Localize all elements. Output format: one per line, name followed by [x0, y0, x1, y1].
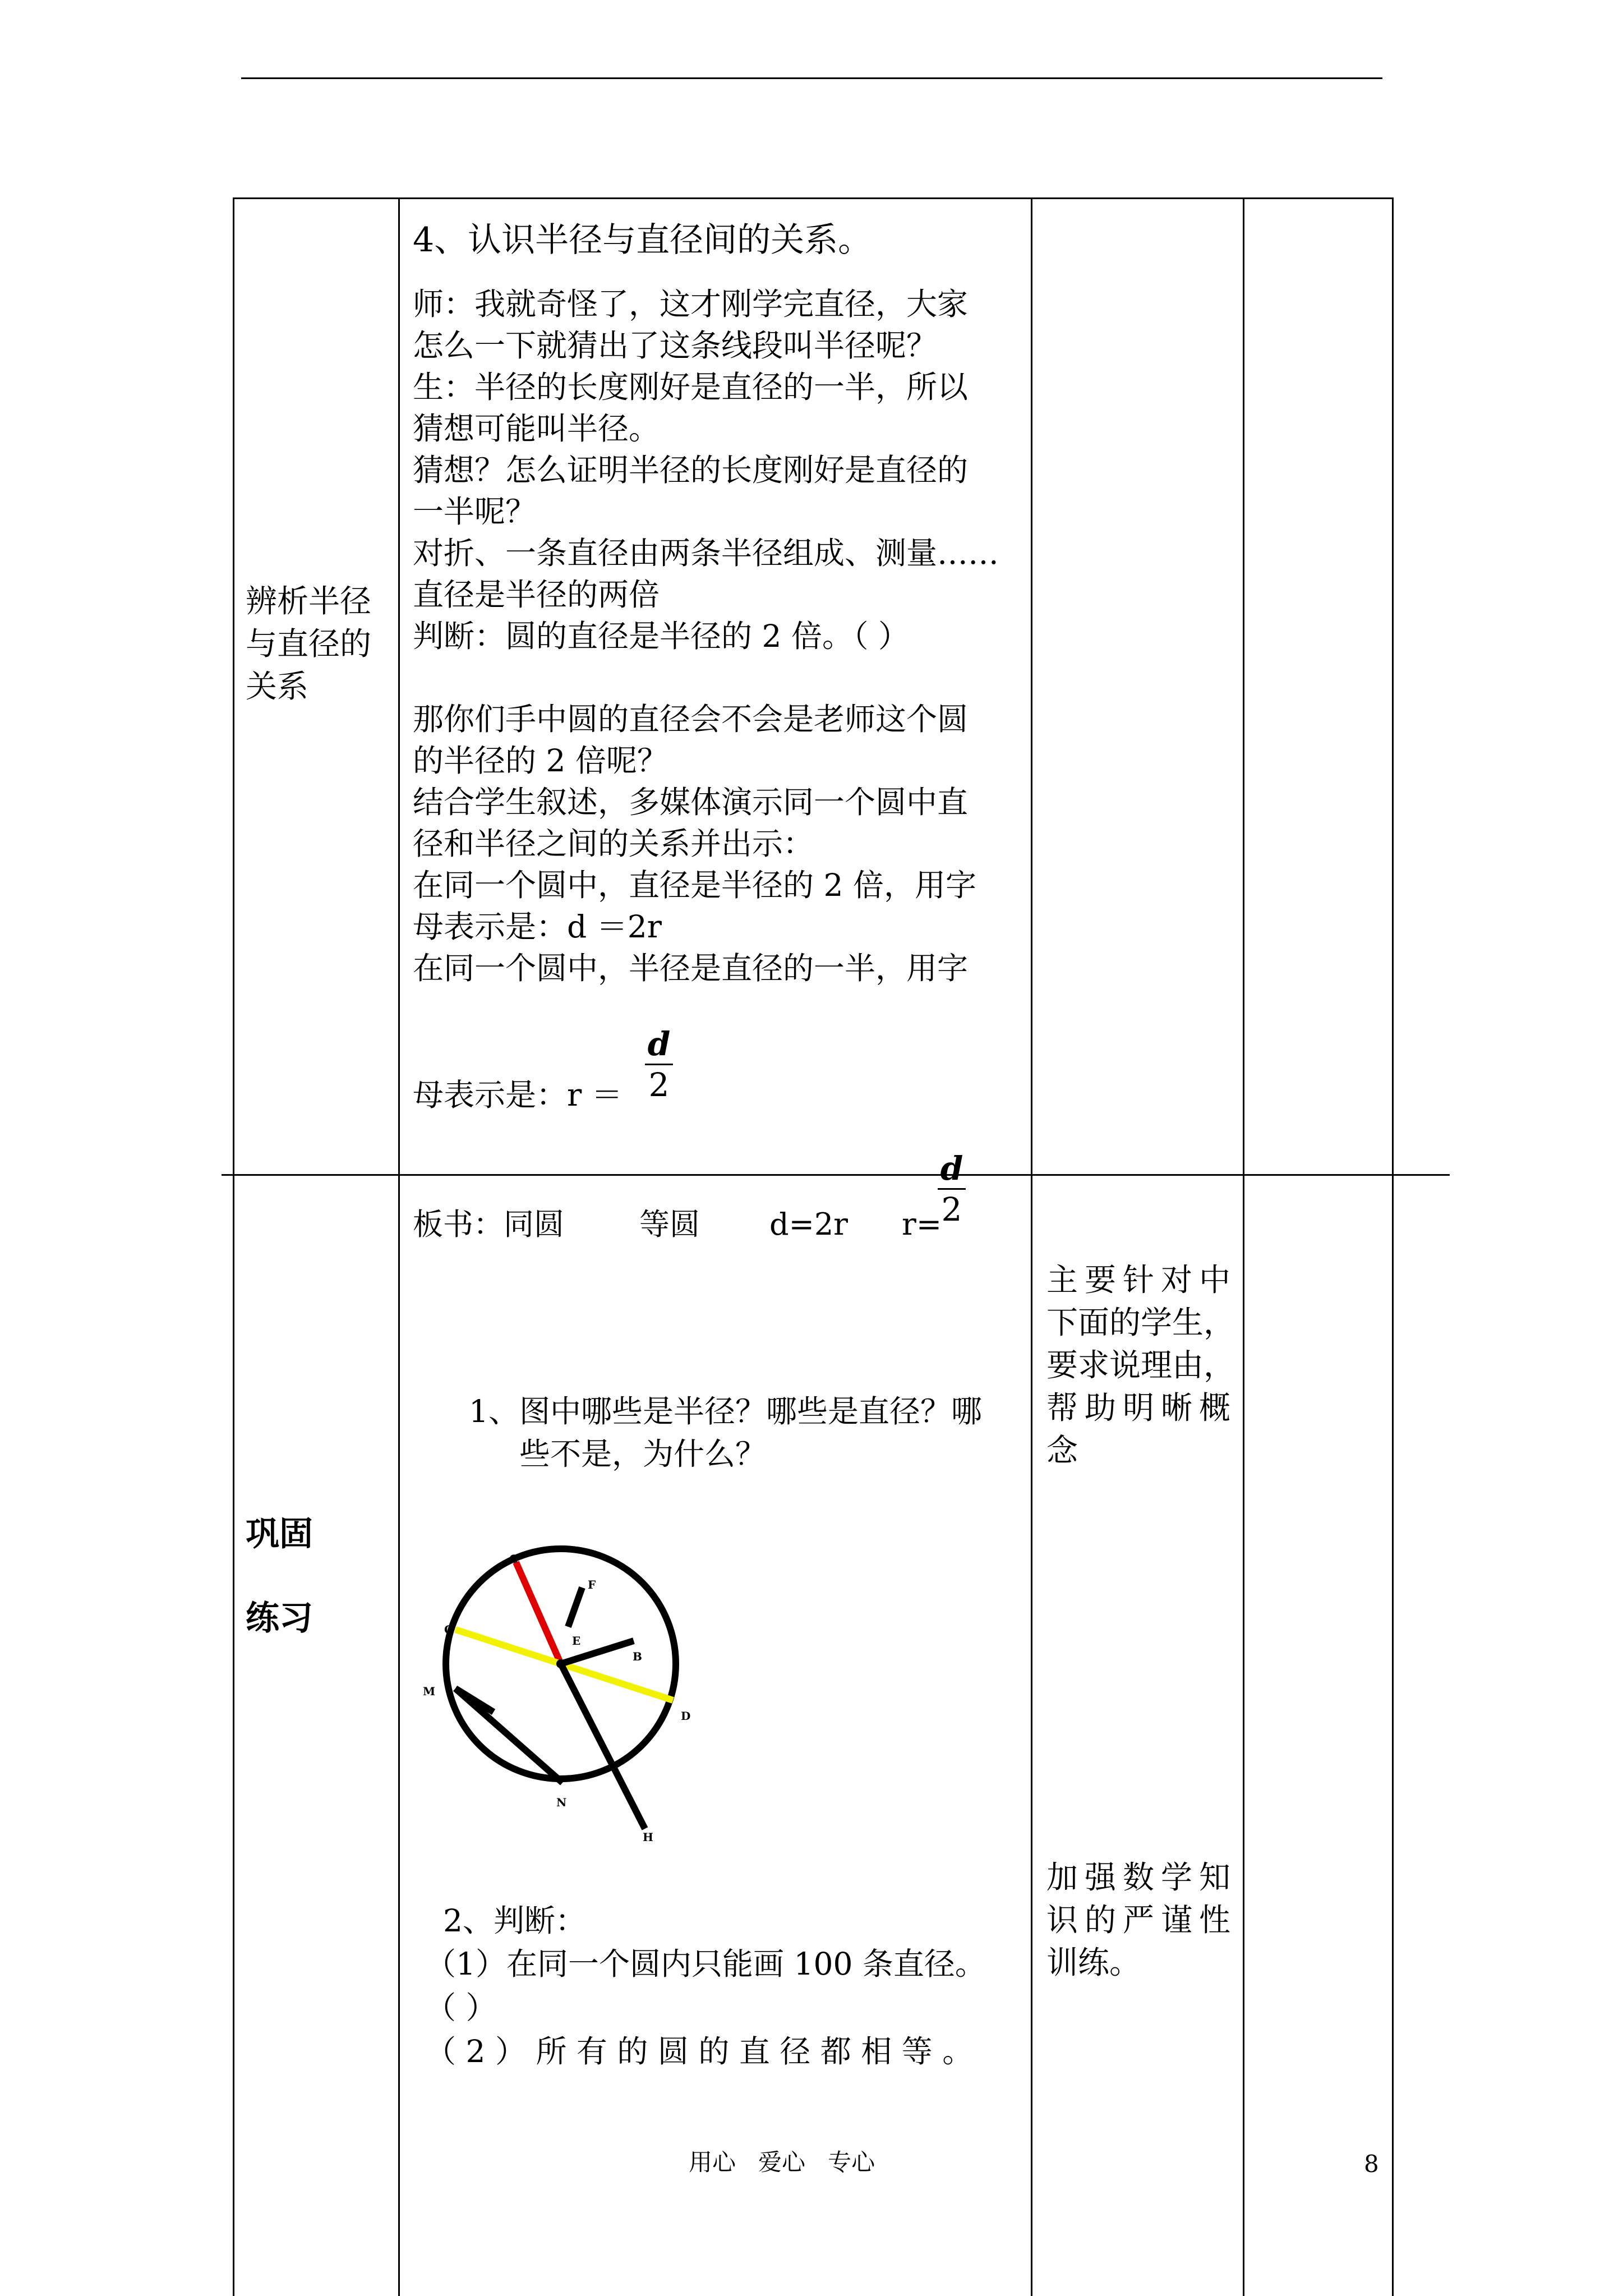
board-fraction	[938, 1151, 966, 1227]
formula-r-fraction	[645, 1027, 673, 1102]
body-line: 师：我就奇怪了，这才刚学完直径，大家	[413, 286, 969, 322]
body-line: 径和半径之间的关系并出示：	[413, 826, 814, 862]
point-label: D	[681, 1709, 691, 1723]
body-line: 猜想？怎么证明半径的长度刚好是直径的	[413, 452, 969, 488]
fraction-numerator: d	[940, 1149, 963, 1188]
fraction-denominator: 2	[941, 1190, 962, 1228]
body-line: 猜想可能叫半径。	[413, 411, 660, 447]
table-row-divider	[222, 1174, 1450, 1176]
section1-heading: 4、认识半径与直径间的关系。	[413, 220, 872, 260]
segment-short-ef	[568, 1588, 582, 1627]
note-1-line: 主要针对中	[1046, 1262, 1237, 1299]
section2-label-line: 巩固	[246, 1515, 313, 1554]
point-label: E	[572, 1634, 581, 1648]
board-item-d: d=2r	[769, 1207, 848, 1242]
point-label: M	[423, 1685, 436, 1698]
table-col-border-3	[1031, 197, 1032, 2296]
question-2-line: （ 2 ） 所 有 的 圆 的 直 径 都 相 等 。	[425, 2033, 974, 2069]
header-rule	[241, 77, 1382, 79]
note-2	[1046, 1857, 1237, 1985]
point-label: G	[444, 1623, 454, 1636]
circle-figure	[409, 1537, 723, 1851]
body-line: 母表示是：d ＝2r	[413, 909, 662, 945]
point-label: C	[509, 1552, 518, 1566]
question-1	[469, 1390, 982, 1475]
note-1-line: 念	[1046, 1433, 1078, 1469]
footer-motto: 用心 爱心 专心	[689, 2148, 875, 2176]
question-1-line: 1、图中哪些是半径？哪些是直径？哪	[469, 1393, 982, 1429]
note-2-line: 加强数学知	[1046, 1860, 1237, 1896]
section1-body	[413, 283, 999, 989]
body-line	[413, 657, 999, 698]
board-prefix: 板书：同圆	[413, 1207, 564, 1242]
question-2-body	[425, 1942, 986, 2073]
note-1-line: 要求说理由，	[1046, 1347, 1235, 1384]
table-col-border-5	[1392, 197, 1394, 2296]
question-1-line: 些不是，为什么？	[519, 1436, 767, 1472]
fraction-bar	[645, 1064, 673, 1065]
table-col-border-1	[233, 197, 234, 2296]
point-label: B	[633, 1650, 642, 1663]
point-label: N	[556, 1796, 567, 1809]
point-label: F	[588, 1578, 596, 1591]
question-2-line: （1）在同一个圆内只能画 100 条直径。	[425, 1946, 986, 1982]
table-col-border-2	[398, 197, 400, 2296]
section1-label-line: 关系	[246, 669, 308, 705]
note-2-line: 识的严谨性	[1046, 1902, 1237, 1939]
fraction-numerator: d	[647, 1025, 671, 1063]
table-col-border-4	[1243, 197, 1244, 2296]
point-label: H	[643, 1830, 653, 1844]
note-2-line: 训练。	[1046, 1945, 1141, 1981]
body-line: 对折、一条直径由两条半径组成、测量……	[413, 535, 999, 571]
question-2-line: （ ）	[425, 1990, 497, 2026]
fraction-denominator: 2	[648, 1066, 670, 1104]
section1-label-line: 与直径的	[246, 626, 371, 662]
table-top-border	[233, 197, 1394, 199]
body-line: 生：半径的长度刚好是直径的一半，所以	[413, 369, 969, 405]
body-line: 的半径的 2 倍呢？	[413, 743, 668, 779]
note-1-line: 下面的学生，	[1046, 1305, 1235, 1341]
body-line: 判断：圆的直径是半径的 2 倍。（ ）	[413, 618, 909, 654]
body-line: 一半呢？	[413, 494, 537, 530]
note-1-line: 帮助明晰概	[1046, 1390, 1237, 1427]
section2-label-line: 练习	[246, 1599, 313, 1638]
board-item-equal-circle: 等圆	[639, 1207, 700, 1242]
fraction-bar	[938, 1188, 966, 1190]
body-line: 在同一个圆中，直径是半径的 2 倍，用字	[413, 867, 976, 903]
body-line: 在同一个圆中，半径是直径的一半，用字	[413, 950, 969, 986]
board-item-r: r=	[902, 1207, 942, 1242]
section2-label	[246, 1492, 313, 1660]
note-1	[1046, 1259, 1237, 1473]
center-point	[556, 1659, 565, 1668]
body-line: 直径是半径的两倍	[413, 577, 660, 613]
page-number: 8	[1364, 2150, 1379, 2178]
formula-r-prefix: 母表示是：r ＝	[413, 1077, 623, 1113]
body-line: 结合学生叙述，多媒体演示同一个圆中直	[413, 784, 969, 820]
body-line: 那你们手中圆的直径会不会是老师这个圆	[413, 701, 969, 737]
question-2-title: 2、判断：	[443, 1903, 586, 1939]
section1-label-line: 辨析半径	[246, 583, 371, 620]
section1-label	[246, 581, 371, 708]
body-line: 怎么一下就猜出了这条线段叫半径呢？	[413, 328, 938, 364]
